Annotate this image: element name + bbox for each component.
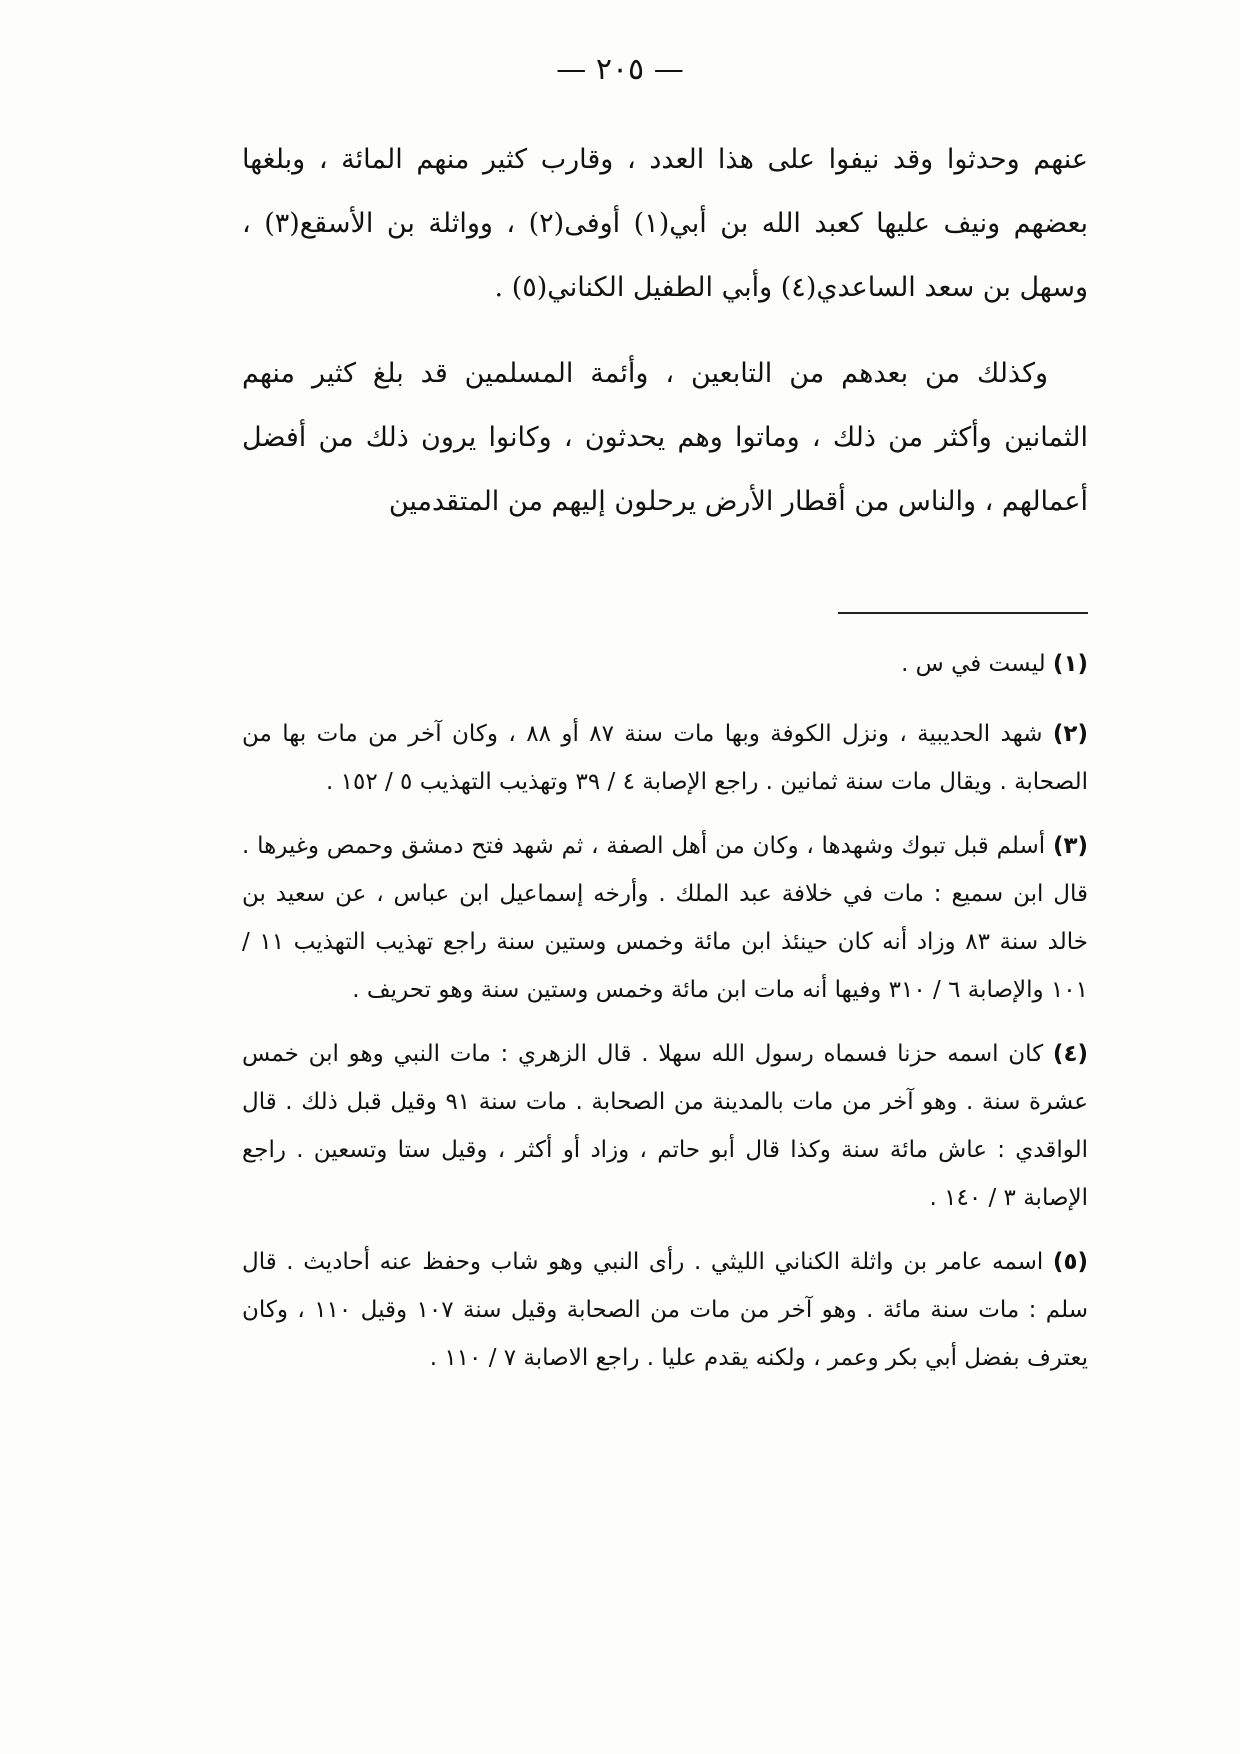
footnote-marker: (١) [1052, 651, 1088, 677]
footnote-text: أسلم قبل تبوك وشهدها ، وكان من أهل الصفة ، ثم شهد فتح دمشق وحمص وغيرها . قال ابن سميع : مات في خلافة عبد الملك . وأرخه إسماعيل ابن عباس ، عن سعيد بن خالد سنة ٨٣ وزاد أنه كان حينئذ ابن مائة وخمس وستين سنة راجع تهذيب التهذيب ١١ / ١٠١ والإصابة ٦ / ٣١٠ وفيها أنه مات ابن مائة وخمس وستين سنة وهو تحريف . [242, 833, 1088, 1003]
page-number: — ٢٠٥ — [556, 52, 684, 87]
footnote-marker: (٣) [1052, 833, 1089, 859]
footnote-text: ليست في س . [901, 651, 1046, 677]
footnote-2 [242, 710, 1088, 806]
footnotes [242, 640, 1088, 1398]
footnote-marker: (٥) [1052, 1249, 1088, 1275]
footnote-divider [838, 612, 1088, 614]
footnote-4 [242, 1030, 1088, 1222]
footnote-1 [242, 640, 1088, 688]
footnote-marker: (٢) [1052, 721, 1088, 747]
footnote-marker: (٤) [1052, 1041, 1088, 1067]
footnote-3 [242, 822, 1088, 1014]
paragraph-2: وكذلك من بعدهم من التابعين ، وأئمة المسلمين قد بلغ كثير منهم الثمانين وأكثر من ذلك ، وماتوا وهم يحدثون ، وكانوا يرون ذلك من أفضل أعمالهم ، والناس من أقطار الأرض يرحلون إليهم من المتقدمين [242, 358, 1088, 517]
footnote-text: اسمه عامر بن واثلة الكناني الليثي . رأى النبي وهو شاب وحفظ عنه أحاديث . قال سلم : مات سنة مائة . وهو آخر من مات من الصحابة وقيل سنة ١٠٧ وقيل ١١٠ ، وكان يعترف بفضل أبي بكر وعمر ، ولكنه يقدم عليا . راجع الاصابة ٧ / ١١٠ . [242, 1249, 1088, 1371]
main-text [242, 128, 1088, 534]
footnote-5 [242, 1238, 1088, 1382]
footnote-text: كان اسمه حزنا فسماه رسول الله سهلا . قال الزهري : مات النبي وهو ابن خمس عشرة سنة . وهو آخر من مات بالمدينة من الصحابة . مات سنة ٩١ وقيل قبل ذلك . قال الواقدي : عاش مائة سنة وكذا قال أبو حاتم ، وزاد أو أكثر ، وقيل ستا وتسعين . راجع الإصابة ٣ / ١٤٠ . [242, 1041, 1089, 1211]
paragraph-1: عنهم وحدثوا وقد نيفوا على هذا العدد ، وقارب كثير منهم المائة ، وبلغها بعضهم ونيف عليها كعبد الله بن أبي(١) أوفى(٢) ، وواثلة بن الأسقع(٣) ، وسهل بن سعد الساعدي(٤) وأبي الطفيل الكناني(٥) . [242, 144, 1088, 303]
footnote-text: شهد الحديبية ، ونزل الكوفة وبها مات سنة ٨٧ أو ٨٨ ، وكان آخر من مات بها من الصحابة . ويقال مات سنة ثمانين . راجع الإصابة ٤ / ٣٩ وتهذيب التهذيب ٥ / ١٥٢ . [242, 721, 1088, 795]
